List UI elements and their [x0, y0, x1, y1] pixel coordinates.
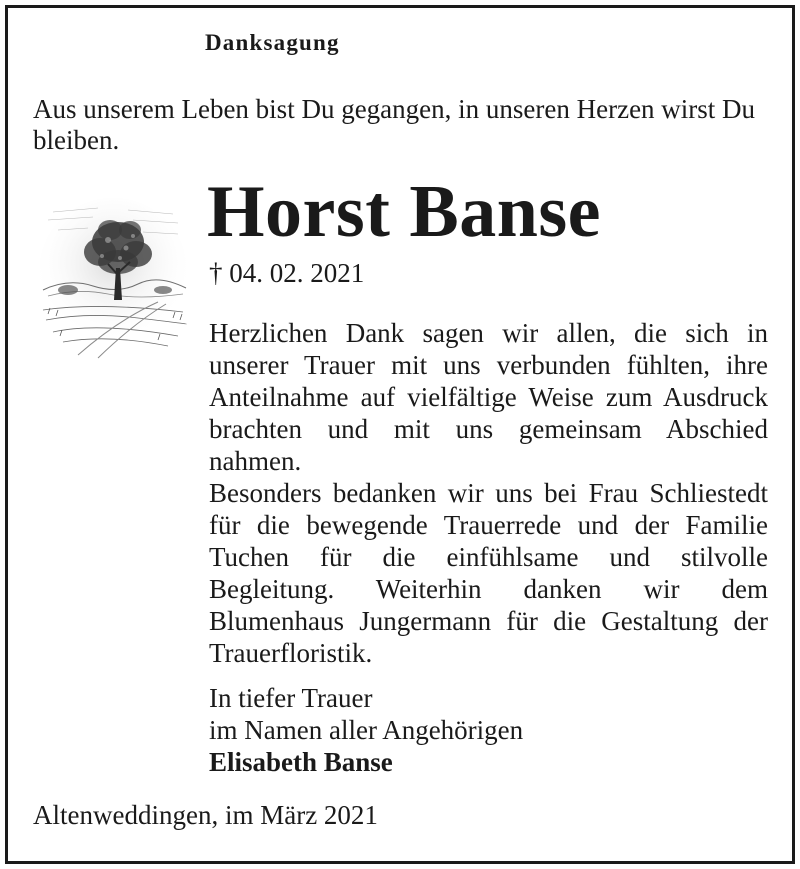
- tree-landscape-illustration: [38, 190, 188, 360]
- closing-block: [209, 682, 523, 778]
- notice-heading: Danksagung: [205, 30, 340, 55]
- closing-line-mourning: In tiefer Trauer: [209, 683, 373, 713]
- death-date: † 04. 02. 2021: [209, 258, 365, 288]
- special-thanks-paragraph: Besonders bedanken wir uns bei Frau Schliestedt für die bewegende Trauerrede und der Familie Tuchen für die einfühlsame und stilvolle Begleitung. Weiterhin danken wir dem Blumenhaus Jungermann für die Gestaltung der Trauerfloristik.: [209, 478, 768, 668]
- deceased-name: Horst Banse: [207, 171, 601, 253]
- thanks-paragraph: Herzlichen Dank sagen wir allen, die sich in unserer Trauer mit uns verbunden fühlten, ihre Anteilnahme auf vielfältige Weise zum Ausdruck brachten und mit uns gemeinsam Abschied nahmen.: [209, 318, 768, 476]
- place-and-date: Altenweddingen, im März 2021: [33, 800, 378, 830]
- thanks-text: [209, 317, 768, 669]
- intro-verse: Aus unserem Leben bist Du gegangen, in unseren Herzen wirst Du bleiben.: [33, 94, 756, 155]
- signer-name: Elisabeth Banse: [209, 747, 393, 777]
- closing-line-relatives: im Namen aller Angehörigen: [209, 715, 524, 745]
